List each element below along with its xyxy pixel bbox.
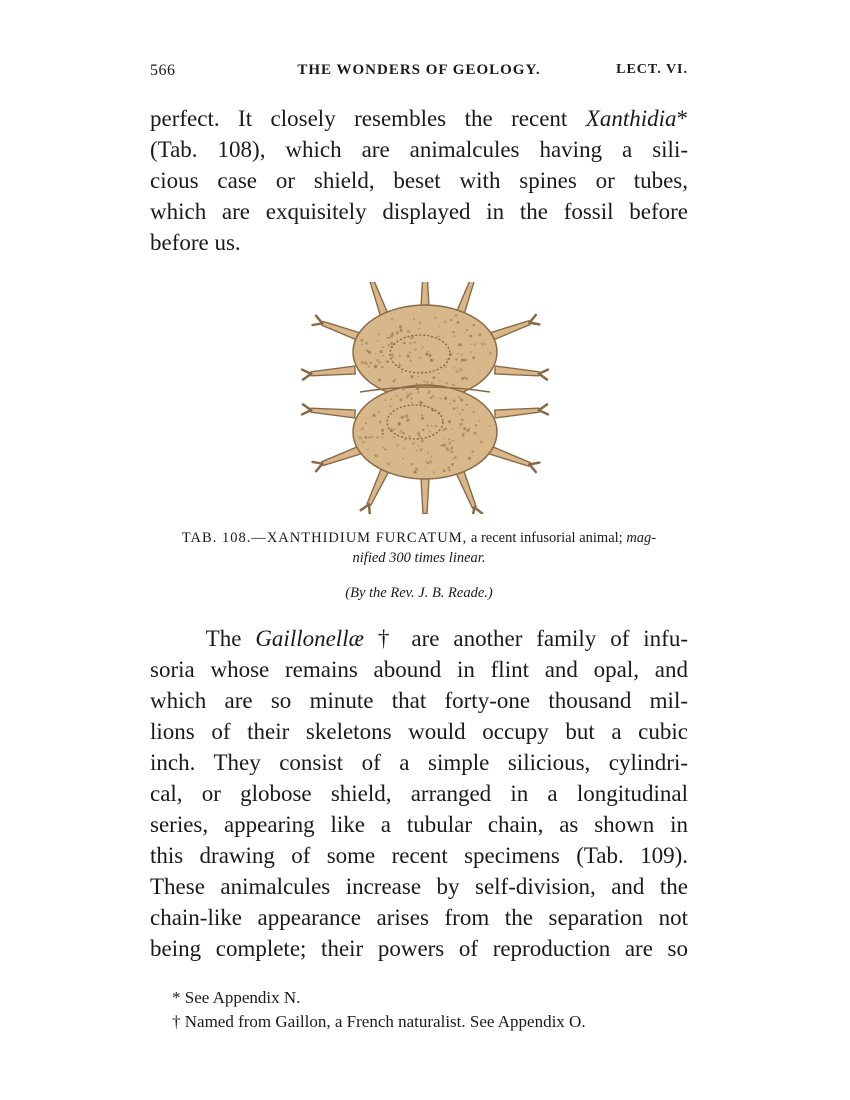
texture-dot bbox=[378, 362, 380, 364]
text-line: series, appearing like a tubular chain, as shown in bbox=[150, 812, 688, 837]
texture-dot bbox=[421, 348, 423, 350]
texture-dot bbox=[457, 321, 460, 324]
texture-dot bbox=[472, 411, 474, 413]
texture-dot bbox=[406, 355, 409, 358]
texture-dot bbox=[457, 353, 459, 355]
texture-dot bbox=[409, 342, 411, 344]
spine-fork bbox=[313, 323, 323, 325]
texture-dot bbox=[393, 428, 395, 430]
texture-dot bbox=[396, 395, 398, 397]
texture-dot bbox=[474, 432, 477, 435]
texture-dot bbox=[391, 318, 393, 320]
texture-dot bbox=[396, 331, 399, 334]
texture-dot bbox=[419, 436, 421, 438]
text-line: which are exquisitely displayed in the fossil before bbox=[150, 199, 688, 224]
texture-dot bbox=[474, 343, 476, 345]
taxon-name: Gaillonellæ bbox=[255, 626, 364, 651]
texture-dot bbox=[461, 359, 463, 361]
spine-fork bbox=[529, 315, 535, 323]
texture-dot bbox=[475, 424, 477, 426]
texture-dot bbox=[411, 402, 413, 404]
texture-dot bbox=[453, 367, 455, 369]
text-line: perfect. It closely resembles the recent Xanthidia* bbox=[150, 106, 688, 131]
paragraph-1 bbox=[150, 103, 688, 258]
spine-fork bbox=[539, 370, 548, 374]
texture-dot bbox=[376, 436, 379, 439]
text-line: These animalcules increase by self-division, and the bbox=[150, 874, 688, 899]
texture-dot bbox=[438, 372, 440, 374]
texture-dot bbox=[448, 469, 450, 471]
texture-dot bbox=[446, 382, 448, 384]
texture-dot bbox=[442, 444, 445, 447]
texture-dot bbox=[418, 445, 420, 447]
spine-fork bbox=[361, 504, 369, 510]
texture-dot bbox=[393, 380, 396, 383]
texture-dot bbox=[390, 342, 393, 345]
texture-dot bbox=[449, 403, 451, 405]
texture-dot bbox=[413, 318, 415, 320]
texture-dot bbox=[418, 432, 420, 434]
texture-dot bbox=[455, 358, 458, 361]
texture-dot bbox=[381, 366, 384, 369]
texture-dot bbox=[448, 420, 451, 423]
texture-dot bbox=[378, 333, 380, 335]
texture-dot bbox=[410, 393, 412, 395]
texture-dot bbox=[423, 380, 425, 382]
texture-dot bbox=[461, 418, 464, 421]
texture-dot bbox=[448, 438, 450, 440]
texture-dot bbox=[447, 467, 450, 470]
texture-dot bbox=[489, 352, 492, 355]
texture-dot bbox=[433, 471, 435, 473]
text-line: The Gaillonellæ † are another family of infu- bbox=[205, 626, 688, 651]
texture-dot bbox=[374, 366, 377, 369]
texture-dot bbox=[485, 343, 487, 345]
texture-dot bbox=[445, 447, 448, 450]
text-line: before us. bbox=[150, 230, 241, 255]
texture-dot bbox=[445, 428, 447, 430]
texture-dot bbox=[428, 392, 430, 394]
texture-dot bbox=[451, 447, 453, 449]
texture-dot bbox=[458, 396, 460, 398]
texture-dot bbox=[399, 398, 402, 401]
spine-fork bbox=[539, 410, 548, 414]
texture-dot bbox=[421, 371, 424, 374]
texture-dot bbox=[455, 314, 458, 317]
footnote-mark: † bbox=[172, 1012, 181, 1031]
texture-dot bbox=[409, 351, 411, 353]
texture-dot bbox=[403, 432, 405, 434]
texture-dot bbox=[391, 353, 393, 355]
texture-dot bbox=[479, 370, 481, 372]
texture-dot bbox=[480, 440, 483, 443]
texture-dot bbox=[419, 357, 421, 359]
texture-dot bbox=[391, 355, 394, 358]
text-line: which are so minute that forty-one thousand mil- bbox=[150, 688, 688, 713]
texture-dot bbox=[411, 398, 413, 400]
texture-dot bbox=[387, 462, 390, 465]
texture-dot bbox=[395, 379, 397, 381]
texture-dot bbox=[422, 346, 424, 348]
texture-dot bbox=[449, 353, 452, 356]
texture-dot bbox=[427, 452, 429, 454]
texture-dot bbox=[374, 454, 377, 457]
texture-dot bbox=[426, 461, 429, 464]
texture-dot bbox=[431, 409, 434, 412]
spine-fork bbox=[529, 323, 539, 325]
texture-dot bbox=[366, 363, 368, 365]
texture-dot bbox=[453, 407, 456, 410]
spine-fork bbox=[529, 463, 539, 465]
texture-dot bbox=[405, 414, 408, 417]
text-line: (Tab. 108), which are animalcules having a sili- bbox=[150, 137, 688, 162]
texture-dot bbox=[430, 336, 432, 338]
texture-dot bbox=[414, 341, 417, 344]
texture-dot bbox=[398, 362, 400, 364]
spine-fork bbox=[474, 507, 482, 513]
texture-dot bbox=[470, 351, 472, 353]
texture-dot bbox=[404, 438, 407, 441]
texture-dot bbox=[425, 352, 428, 355]
spine bbox=[322, 446, 362, 465]
texture-dot bbox=[433, 376, 436, 379]
texture-dot bbox=[409, 436, 411, 438]
spine-fork bbox=[303, 404, 311, 410]
texture-dot bbox=[458, 413, 460, 415]
spine bbox=[311, 366, 355, 376]
texture-dot bbox=[440, 445, 442, 447]
texture-dot bbox=[384, 448, 386, 450]
texture-dot bbox=[410, 337, 413, 340]
texture-dot bbox=[459, 427, 461, 429]
texture-dot bbox=[440, 398, 442, 400]
texture-dot bbox=[444, 366, 446, 368]
texture-dot bbox=[372, 414, 375, 417]
texture-dot bbox=[478, 333, 481, 336]
texture-dot bbox=[431, 382, 434, 385]
figure-caption: TAB. 108.—XANTHIDIUM FURCATUM, a recent infusorial animal; mag- nified 300 times linear. bbox=[181, 530, 657, 566]
texture-dot bbox=[365, 342, 368, 345]
texture-dot bbox=[398, 355, 400, 357]
spine bbox=[367, 468, 388, 505]
texture-dot bbox=[458, 343, 461, 346]
texture-dot bbox=[389, 405, 391, 407]
texture-dot bbox=[364, 436, 367, 439]
texture-dot bbox=[382, 355, 384, 357]
texture-dot bbox=[401, 386, 403, 388]
texture-dot bbox=[453, 458, 455, 460]
texture-dot bbox=[388, 337, 390, 339]
text-line: soria whose remains abound in flint and opal, and bbox=[150, 657, 688, 682]
texture-dot bbox=[463, 332, 465, 334]
texture-dot bbox=[430, 397, 433, 400]
spine-fork bbox=[316, 464, 322, 472]
texture-dot bbox=[382, 346, 384, 348]
spine-fork bbox=[539, 374, 547, 380]
texture-dot bbox=[388, 344, 390, 346]
texture-dot bbox=[469, 428, 471, 430]
texture-dot bbox=[367, 448, 369, 450]
texture-dot bbox=[390, 335, 393, 338]
texture-dot bbox=[434, 425, 437, 428]
texture-dot bbox=[361, 427, 364, 430]
spine-fork bbox=[316, 316, 322, 324]
texture-dot bbox=[443, 437, 445, 439]
texture-dot bbox=[416, 387, 419, 390]
texture-dot bbox=[368, 365, 370, 367]
taxon-name: Xanthidia bbox=[585, 106, 677, 131]
texture-dot bbox=[469, 335, 472, 338]
texture-dot bbox=[462, 409, 464, 411]
texture-dot bbox=[409, 359, 412, 362]
texture-dot bbox=[401, 371, 403, 373]
spine bbox=[489, 321, 531, 341]
texture-dot bbox=[386, 360, 389, 363]
texture-dot bbox=[452, 383, 455, 386]
spine-fork bbox=[303, 374, 311, 380]
texture-dot bbox=[403, 447, 405, 449]
texture-dot bbox=[454, 456, 457, 459]
texture-dot bbox=[411, 463, 414, 466]
texture-dot bbox=[422, 429, 424, 431]
texture-dot bbox=[381, 429, 384, 432]
texture-dot bbox=[418, 391, 420, 393]
texture-dot bbox=[410, 375, 413, 378]
texture-dot bbox=[390, 398, 392, 400]
texture-dot bbox=[400, 329, 403, 332]
texture-dot bbox=[460, 361, 462, 363]
texture-dot bbox=[391, 332, 393, 334]
texture-dot bbox=[361, 361, 364, 364]
texture-dot bbox=[455, 370, 458, 373]
texture-dot bbox=[448, 441, 451, 444]
spine bbox=[421, 282, 429, 307]
texture-dot bbox=[479, 420, 481, 422]
texture-dot bbox=[425, 460, 427, 462]
texture-dot bbox=[434, 317, 436, 319]
texture-dot bbox=[396, 444, 399, 447]
texture-dot bbox=[387, 337, 389, 339]
texture-dot bbox=[455, 387, 457, 389]
texture-dot bbox=[370, 362, 372, 364]
texture-dot bbox=[382, 433, 384, 435]
texture-dot bbox=[429, 431, 431, 433]
xanthidium-drawing bbox=[290, 282, 560, 514]
texture-dot bbox=[444, 397, 447, 400]
texture-dot bbox=[462, 434, 464, 436]
texture-dot bbox=[376, 359, 379, 362]
text-line: this drawing of some recent specimens (Tab. 109). bbox=[150, 843, 688, 868]
texture-dot bbox=[415, 472, 417, 474]
spine bbox=[311, 408, 355, 418]
texture-dot bbox=[438, 326, 440, 328]
texture-dot bbox=[406, 420, 408, 422]
texture-dot bbox=[461, 377, 464, 380]
texture-dot bbox=[419, 322, 421, 324]
texture-dot bbox=[399, 325, 402, 328]
texture-dot bbox=[459, 368, 462, 371]
text-line: cious case or shield, beset with spines or tubes, bbox=[150, 168, 688, 193]
texture-dot bbox=[390, 429, 393, 432]
text-line: inch. They consist of a simple silicious, cylindri- bbox=[150, 750, 688, 775]
texture-dot bbox=[398, 422, 401, 425]
texture-dot bbox=[401, 416, 404, 419]
texture-dot bbox=[419, 401, 422, 404]
footnote-2: † Named from Gaillon, a French naturalist. See Appendix O. bbox=[172, 1012, 586, 1031]
texture-dot bbox=[403, 342, 406, 345]
texture-dot bbox=[426, 424, 428, 426]
texture-dot bbox=[421, 417, 424, 420]
texture-dot bbox=[402, 458, 404, 460]
texture-dot bbox=[450, 450, 453, 453]
texture-dot bbox=[365, 422, 367, 424]
texture-dot bbox=[371, 436, 374, 439]
texture-dot bbox=[489, 425, 491, 427]
texture-dot bbox=[382, 446, 384, 448]
texture-dot bbox=[460, 398, 463, 401]
texture-dot bbox=[459, 423, 462, 426]
texture-dot bbox=[377, 340, 379, 342]
texture-dot bbox=[361, 339, 364, 342]
texture-dot bbox=[450, 319, 453, 322]
text-line: being complete; their powers of reproduction are so bbox=[150, 936, 688, 961]
figure-credit: (By the Rev. J. B. Reade.) bbox=[345, 585, 493, 601]
page-number: 566 bbox=[150, 62, 176, 79]
texture-dot bbox=[460, 353, 463, 356]
texture-dot bbox=[359, 436, 362, 439]
texture-dot bbox=[375, 353, 377, 355]
texture-dot bbox=[456, 407, 458, 409]
texture-dot bbox=[452, 331, 454, 333]
spine-fork bbox=[302, 410, 311, 414]
xanthidium-illustration bbox=[290, 282, 560, 514]
texture-dot bbox=[472, 356, 475, 359]
footnote-mark: * bbox=[172, 988, 181, 1007]
texture-dot bbox=[468, 457, 471, 460]
texture-dot bbox=[471, 450, 474, 453]
texture-dot bbox=[429, 354, 432, 357]
texture-dot bbox=[396, 365, 398, 367]
lecture-label: LECT. VI. bbox=[616, 62, 688, 77]
texture-dot bbox=[416, 383, 418, 385]
texture-dot bbox=[384, 399, 386, 401]
texture-dot bbox=[366, 349, 369, 352]
texture-dot bbox=[361, 344, 363, 346]
texture-dot bbox=[425, 468, 427, 470]
texture-dot bbox=[419, 448, 422, 451]
texture-dot bbox=[412, 442, 415, 445]
texture-dot bbox=[463, 427, 466, 430]
spine bbox=[421, 478, 429, 514]
texture-dot bbox=[381, 436, 383, 438]
spine-fork bbox=[473, 507, 474, 514]
spine-fork bbox=[302, 370, 311, 374]
texture-dot bbox=[418, 328, 420, 330]
texture-dot bbox=[427, 350, 429, 352]
texture-dot bbox=[390, 346, 392, 348]
text-line: lions of their skeletons would occupy but a cubic bbox=[150, 719, 688, 744]
texture-dot bbox=[379, 350, 382, 353]
running-title: THE WONDERS OF GEOLOGY. bbox=[297, 62, 541, 78]
texture-dot bbox=[393, 436, 395, 438]
texture-dot bbox=[481, 342, 484, 345]
texture-dot bbox=[399, 365, 401, 367]
texture-dot bbox=[439, 380, 441, 382]
texture-dot bbox=[431, 425, 433, 427]
spine bbox=[495, 366, 539, 376]
spine bbox=[495, 408, 539, 418]
texture-dot bbox=[402, 388, 405, 391]
texture-dot bbox=[453, 399, 456, 402]
spine-fork bbox=[529, 464, 535, 472]
texture-dot bbox=[464, 359, 467, 362]
texture-dot bbox=[466, 329, 468, 331]
texture-dot bbox=[399, 430, 402, 433]
texture-dot bbox=[442, 421, 444, 423]
text-line: chain-like appearance arises from the separation not bbox=[150, 905, 688, 930]
texture-dot bbox=[414, 349, 416, 351]
texture-dot bbox=[418, 376, 420, 378]
texture-dot bbox=[451, 463, 454, 466]
texture-dot bbox=[379, 420, 382, 423]
texture-dot bbox=[454, 335, 456, 337]
spine-fork bbox=[539, 404, 547, 410]
texture-dot bbox=[380, 362, 382, 364]
texture-dot bbox=[431, 456, 433, 458]
running-header bbox=[150, 62, 688, 86]
texture-dot bbox=[378, 379, 381, 382]
texture-dot bbox=[368, 436, 370, 438]
texture-dot bbox=[407, 330, 410, 333]
texture-dot bbox=[437, 412, 440, 415]
texture-dot bbox=[443, 469, 446, 472]
texture-dot bbox=[466, 403, 468, 405]
texture-dot bbox=[421, 414, 423, 416]
texture-dot bbox=[415, 468, 418, 471]
texture-dot bbox=[421, 439, 424, 442]
texture-dot bbox=[378, 411, 381, 414]
texture-dot bbox=[452, 440, 454, 442]
texture-dot bbox=[444, 320, 447, 323]
texture-dot bbox=[452, 428, 454, 430]
texture-dot bbox=[426, 381, 429, 384]
spine-fork bbox=[313, 462, 323, 464]
spine bbox=[489, 446, 531, 466]
texture-dot bbox=[362, 441, 365, 444]
text-line: cal, or globose shield, arranged in a longitudinal bbox=[150, 781, 688, 806]
texture-dot bbox=[429, 460, 432, 463]
texture-dot bbox=[437, 335, 439, 337]
spine bbox=[456, 471, 476, 508]
paragraph-2 bbox=[150, 623, 688, 964]
texture-dot bbox=[473, 324, 475, 326]
texture-dot bbox=[406, 391, 408, 393]
texture-dot bbox=[406, 396, 408, 398]
texture-dot bbox=[446, 359, 448, 361]
texture-dot bbox=[416, 449, 418, 451]
footnote-1: * See Appendix N. bbox=[172, 988, 301, 1007]
texture-dot bbox=[430, 358, 432, 360]
texture-dot bbox=[470, 344, 472, 346]
